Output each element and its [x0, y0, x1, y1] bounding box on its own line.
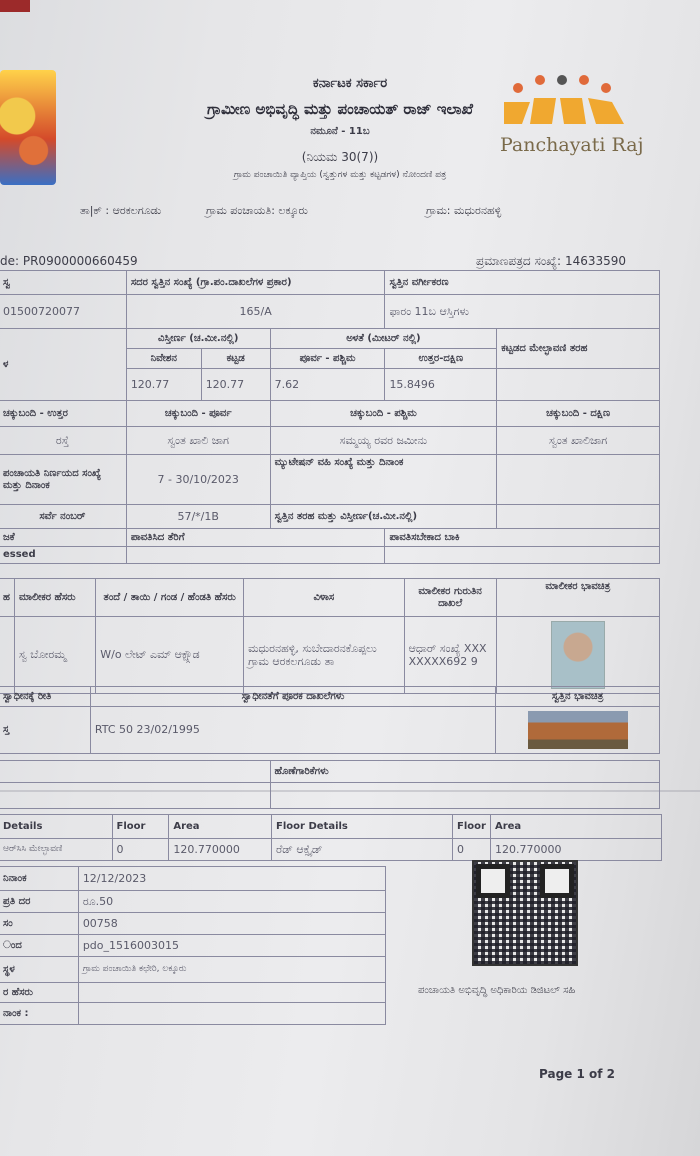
left-label: ಸ್ವ — [0, 271, 126, 295]
owner-id-value: ಆಧಾರ್ ಸಂಖ್ಯೆ XXXXXXXX692 9 — [404, 617, 496, 694]
panchayat-label: ಗ್ರಾಮ ಪಂಚಾಯತಿ: ಲಕ್ಕೂರು — [206, 204, 308, 217]
rule-reference: (ನಿಯಮ 30(7)) — [301, 150, 379, 164]
issue-date-label: ನಿನಾಂಕ — [0, 867, 78, 891]
qr-code-icon — [472, 860, 578, 966]
property-photo-label: ಸ್ವತ್ತಿನ ಭಾವಚಿತ್ರ — [496, 687, 660, 707]
survey-label: ಸರ್ವೆ ನಂಬರ್ — [0, 505, 126, 529]
building-area: 120.77 — [201, 369, 270, 401]
acquisition-table — [0, 686, 660, 754]
property-table — [0, 270, 660, 564]
property-photo — [528, 711, 628, 749]
area-label: ವಿಸ್ತೀರ್ಣ (ಚ.ಮೀ.ನಲ್ಲಿ) — [126, 329, 270, 349]
east-boundary-label: ಚಕ್ಕುಬಂದಿ - ಪೂರ್ವ — [126, 401, 270, 427]
category-value: ಫಾರಂ 11ಬ ಆಸ್ತಿಗಳು — [385, 295, 660, 329]
measure-label: ಅಳತೆ (ಮೀಟರ್ ನಲ್ಲಿ) — [270, 329, 497, 349]
sadar-label: ಸದರ ಸ್ವತ್ತಿನ ಸಂಖ್ಯೆ (ಗ್ರಾ.ಪಂ.ದಾಖಲೆಗಳ ಪ್ರಕಾರ) — [126, 271, 385, 295]
liabilities-left-value — [0, 783, 270, 809]
background-edge — [0, 0, 30, 12]
owner-left-label: ಹ — [0, 579, 14, 617]
place-value: ಗ್ರಾಮ ಪಂಚಾಯಿತಿ ಕಛೇರಿ, ಲಕ್ಕೂರು — [78, 957, 385, 983]
pr-code: de: PR0900000660459 — [0, 254, 138, 268]
west-boundary: ಸಮ್ಮಯ್ಯ ರವರ ಜಮೀನು — [270, 427, 497, 455]
site-area: 120.77 — [126, 369, 201, 401]
signature-label: ಪಂಚಾಯತಿ ಅಭಿವೃದ್ಧಿ ಅಧಿಕಾರಿಯ ಡಿಜಿಟಲ್ ಸಹಿ — [418, 985, 576, 996]
east-west-label: ಪೂರ್ವ - ಪಶ್ಚಿಮ — [270, 349, 385, 369]
floor-label: Floor — [112, 815, 169, 839]
property-photo-cell — [496, 707, 660, 754]
owner-photo — [551, 621, 605, 689]
floor-number: 0 — [112, 839, 169, 861]
receipt-number: 00758 — [78, 913, 385, 935]
fee-value: ರೂ.50 — [78, 891, 385, 913]
owner-table — [0, 578, 660, 694]
logo-text: Panchayati Raj — [500, 134, 644, 156]
certificate-number: 14633590 — [564, 254, 627, 268]
tax-due-label: ಪಾವತಿಸಬೇಕಾದ ಬಾಕಿ — [385, 529, 660, 547]
roof-type-label: ಕಟ್ಟಡದ ಮೇಲ್ಛಾವಣಿ ತರಹ — [497, 329, 660, 369]
tax-paid-value — [126, 547, 385, 564]
roof-type-value — [497, 369, 660, 401]
property-id: 01500720077 — [0, 295, 126, 329]
resolution-label: ಪಂಚಾಯತಿ ನಿರ್ಣಯದ ಸಂಖ್ಯೆ ಮತ್ತು ದಿನಾಂಕ — [0, 455, 126, 505]
west-boundary-label: ಚಕ್ಕುಬಂದಿ - ಪಶ್ಚಿಮ — [270, 401, 497, 427]
owner-name: ಸ್ವ ಬೋರಮ್ಮ — [14, 617, 95, 694]
owner-relation: W/o ಲೇಟ್ ಎಮ್ ಆಕ್ಷ್ಗೌಡ — [96, 617, 244, 694]
owner-name-label: ಮಾಲೀಕರ ಹೆಸರು — [14, 579, 95, 617]
building-label: ಕಟ್ಟಡ — [201, 349, 270, 369]
category-label: ಸ್ವತ್ತಿನ ವರ್ಗೀಕರಣ — [385, 271, 660, 295]
certificate-number-label — [476, 254, 626, 269]
issue-table — [0, 866, 386, 1025]
east-boundary: ಸ್ವಂತ ಖಾಲಿ ಜಾಗ — [126, 427, 270, 455]
resolution-value: 7 - 30/10/2023 — [126, 455, 270, 505]
owner-id-label: ಮಾಲೀಕರ ಗುರುತಿನ ದಾಖಲೆ — [404, 579, 496, 617]
issue-date: 12/12/2023 — [78, 867, 385, 891]
liabilities-left — [0, 761, 270, 783]
assessed-label: essed — [0, 547, 126, 564]
south-boundary: ಸ್ವಂತ ಖಾಲಿಜಾಗ — [497, 427, 660, 455]
address-label: ವಿಳಾಸ — [244, 579, 405, 617]
north-south-value: 15.8496 — [385, 369, 497, 401]
government-title: ಕರ್ನಾಟಕ ಸರ್ಕಾರ — [312, 76, 388, 91]
area-label: Area — [490, 815, 661, 839]
date-label: ನಾಂಕ : — [0, 1003, 78, 1025]
liabilities-value — [270, 783, 659, 809]
date-value — [78, 1003, 385, 1025]
owner-row-left — [0, 617, 14, 694]
floor-description: ರೆಡ್ ಆಕ್ಸೈಡ್ — [272, 839, 453, 861]
sadar-value: 165/A — [126, 295, 385, 329]
north-boundary: ರಸ್ತೆ — [0, 427, 126, 455]
details-label: Details — [0, 815, 112, 839]
receipt-label: ಸಂ — [0, 913, 78, 935]
floor-details-table — [0, 814, 662, 861]
tax-paid-label: ಪಾವತಿಸಿದ ತೆರಿಗೆ — [126, 529, 385, 547]
place-label: ಸ್ಥಳ — [0, 957, 78, 983]
taluk-label: ತಾ|ಕ್ : ಆರಕಲಗೂಡು — [80, 204, 162, 217]
owner-photo-cell — [496, 617, 659, 694]
north-south-label: ಉತ್ತರ-ದಕ್ಷಿಣ — [385, 349, 497, 369]
owner-photo-label: ಮಾಲೀಕರ ಭಾವಚಿತ್ರ — [496, 579, 659, 617]
roof-description: ಆರ್‌ಸಿಸಿ ಮೇಲ್ಛಾವಣಿ — [0, 839, 112, 861]
village-label: ಗ್ರಾಮ: ಮಧುರನಹಳ್ಳಿ — [426, 204, 502, 217]
liabilities-table — [0, 760, 660, 809]
relation-label: ತಂದೆ / ತಾಯಿ / ಗಂಡ / ಹೆಂಡತಿ ಹೆಸರು — [96, 579, 244, 617]
mutation-label: ಮ್ಯುಟೇಷನ್ ವಹಿ ಸಂಖ್ಯೆ ಮತ್ತು ದಿನಾಂಕ — [270, 455, 497, 505]
mutation-value — [497, 455, 660, 505]
floor-area: 120.770000 — [490, 839, 661, 861]
survey-value: 57/*/1B — [126, 505, 270, 529]
floor-details-label: Floor Details — [272, 815, 453, 839]
floor-label: Floor — [453, 815, 491, 839]
page-number: Page 1 of 2 — [539, 1067, 615, 1081]
acquisition-method-label: ಸ್ವಾಧೀನಕ್ಕೆ ರೀತಿ — [0, 687, 90, 707]
liabilities-label: ಹೊಣೆಗಾರಿಕೆಗಳು — [270, 761, 659, 783]
form-note: ಗ್ರಾಮ ಪಂಚಾಯಿತಿ ವ್ಯಾಪ್ತಿಯ (ಸ್ವತ್ತುಗಳ ಮತ್ತು ಕಟ್ಟಡಗಳ) ನೋಂದಣಿ ಪತ್ರ — [233, 170, 447, 180]
north-boundary-label: ಚಕ್ಕುಬಂದಿ - ಉತ್ತರ — [0, 401, 126, 427]
acquisition-docs-value: RTC 50 23/02/1995 — [90, 707, 495, 754]
pdo-id: pdo_1516003015 — [78, 935, 385, 957]
certificate-label: ಪ್ರಮಾಣಪತ್ರದ ಸಂಖ್ಯೆ: — [476, 254, 562, 268]
name-label: ರ ಹೆಸರು — [0, 983, 78, 1003]
tax-due-value — [385, 547, 660, 564]
east-west-value: 7.62 — [270, 369, 385, 401]
floor-number: 0 — [453, 839, 491, 861]
acquisition-left-label: ಸ್ತ — [0, 707, 90, 754]
tax-left-label: ಜಕೆ — [0, 529, 126, 547]
property-type-value — [497, 505, 660, 529]
property-type-label: ಸ್ವತ್ತಿನ ತರಹ ಮತ್ತು ವಿಸ್ತೀರ್ಣ(ಚ.ಮೀ.ನಲ್ಲಿ) — [270, 505, 497, 529]
department-title: ಗ್ರಾಮೀಣ ಅಭಿವೃದ್ಧಿ ಮತ್ತು ಪಂಚಾಯತ್ ರಾಜ್ ಇಲಾಖೆ — [206, 100, 474, 118]
south-boundary-label: ಚಕ್ಕುಬಂದಿ - ದಕ್ಷಿಣ — [497, 401, 660, 427]
form-number: ನಮೂನೆ - 11ಬ — [310, 126, 370, 137]
floor-area: 120.770000 — [169, 839, 272, 861]
left-label: ಳ — [0, 329, 126, 401]
name-value — [78, 983, 385, 1003]
owner-address: ಮಧುರನಹಳ್ಳಿ, ಸುಬೇದಾರನಕೊಪ್ಪಲು ಗ್ರಾಮ ಆರಕಲಗೂಡು ತಾ — [244, 617, 405, 694]
site-label: ನಿವೇಶನ — [126, 349, 201, 369]
fee-label: ಪ್ರತಿ ದರ — [0, 891, 78, 913]
issued-by-label: ಂದ — [0, 935, 78, 957]
area-label: Area — [169, 815, 272, 839]
acquisition-docs-label: ಸ್ವಾಧೀನತೆಗೆ ಪೂರಕ ದಾಖಲೆಗಳು — [90, 687, 495, 707]
